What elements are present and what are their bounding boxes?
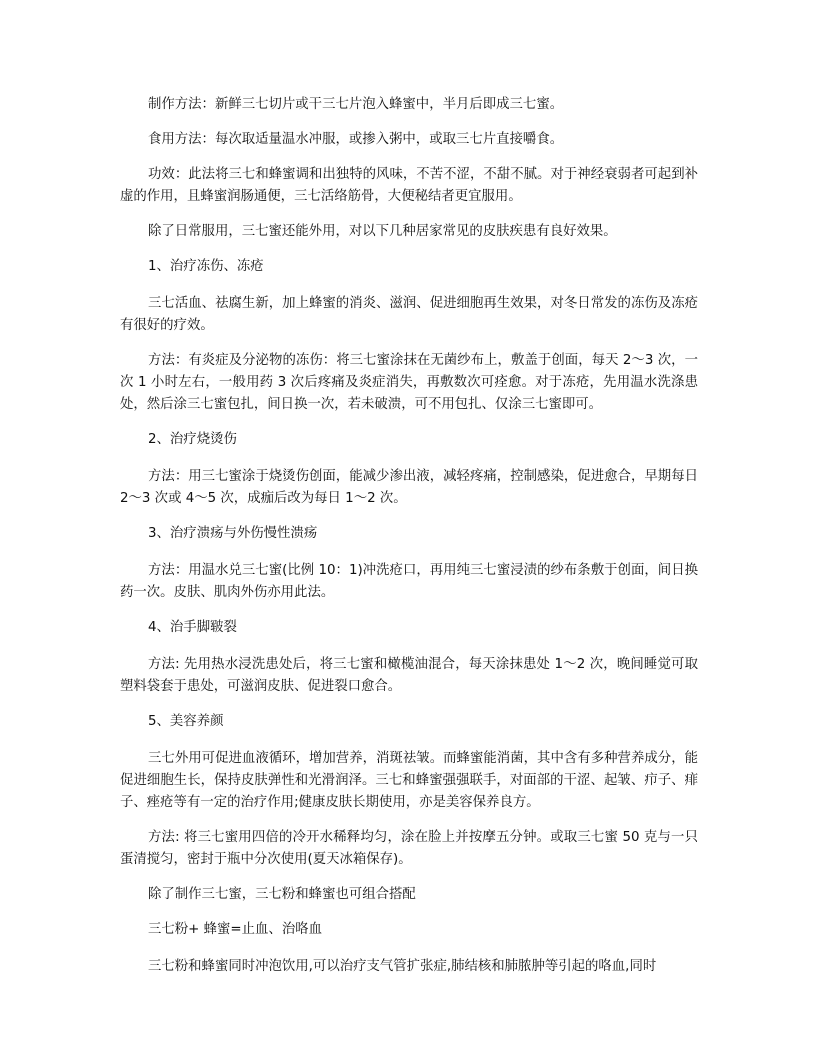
section-heading-ulcers: 3、治疗溃疡与外伤慢性溃疡 xyxy=(148,526,318,541)
paragraph-efficacy: 功效：此法将三七和蜂蜜调和出独特的风味，不苦不涩，不甜不腻。对于神经衰弱者可起到补虚的作用，且蜂蜜润肠通便，三七活络筋骨，大便秘结者更宜服用。 xyxy=(120,167,698,204)
section-heading-chapped-skin: 4、治手脚皲裂 xyxy=(148,620,237,635)
paragraph-preparation-method: 制作方法：新鲜三七切片或干三七片泡入蜂蜜中，半月后即成三七蜜。 xyxy=(148,97,564,112)
paragraph-frostbite-effect: 三七活血、祛腐生新，加上蜂蜜的消炎、滋润、促进细胞再生效果，对冬日常发的冻伤及冻疮有很好的疗效。 xyxy=(120,296,698,333)
paragraph-beauty-effect: 三七外用可促进血液循环，增加营养，消斑祛皱。而蜂蜜能消菌，其中含有多种营养成分，能促进细胞生长，保持皮肤弹性和光滑润泽。三七和蜂蜜强强联手，对面部的干涩、起皱、疖子、痱子、痤疮等有一定的治疗作用;健康皮肤长期使用，亦是美容保养良方。 xyxy=(120,751,698,810)
paragraph-beauty-method: 方法: 将三七蜜用四倍的冷开水稀释均匀，涂在脸上并按摩五分钟。或取三七蜜 50 克与一只蛋清搅匀，密封于瓶中分次使用(夏天冰箱保存)。 xyxy=(120,830,698,867)
paragraph-hemostasis-description: 三七粉和蜂蜜同时冲泡饮用,可以治疗支气管扩张症,肺结核和肺脓肿等引起的咯血,同时 xyxy=(148,959,657,974)
paragraph-ulcers-method: 方法：用温水兑三七蜜(比例 10：1)冲洗疮口，再用纯三七蜜浸渍的纱布条敷于创面，间日换药一次。皮肤、肌肉外伤亦用此法。 xyxy=(120,563,698,600)
paragraph-external-use-intro: 除了日常服用，三七蜜还能外用，对以下几种居家常见的皮肤疾患有良好效果。 xyxy=(148,224,617,239)
section-heading-beauty: 5、美容养颜 xyxy=(148,714,224,729)
section-heading-hemostasis: 三七粉+ 蜂蜜=止血、治咯血 xyxy=(148,922,322,937)
paragraph-burns-method: 方法：用三七蜜涂于烧烫伤创面，能减少渗出液，减轻疼痛，控制感染，促进愈合，早期每日 2～3 次或 4～5 次，成痂后改为每日 1～2 次。 xyxy=(120,469,698,506)
section-heading-frostbite: 1、治疗冻伤、冻疮 xyxy=(148,259,264,274)
paragraph-combination-intro: 除了制作三七蜜，三七粉和蜂蜜也可组合搭配 xyxy=(148,887,416,902)
paragraph-consumption-method: 食用方法：每次取适量温水冲服，或掺入粥中，或取三七片直接嚼食。 xyxy=(148,132,564,147)
paragraph-frostbite-method: 方法：有炎症及分泌物的冻伤：将三七蜜涂抹在无菌纱布上，敷盖于创面，每天 2～3 次，一次 1 小时左右，一般用药 3 次后疼痛及炎症消失，再敷数次可痊愈。对于冻疮，先用温水洗涤患处，然后涂三七蜜包扎，间日换一次，若未破溃，可不用包扎、仅涂三七蜜即可。 xyxy=(120,353,698,412)
section-heading-burns: 2、治疗烧烫伤 xyxy=(148,432,237,447)
paragraph-chapped-skin-method: 方法: 先用热水浸洗患处后，将三七蜜和橄榄油混合，每天涂抹患处 1～2 次，晚间睡觉可取塑料袋套于患处，可滋润皮肤、促进裂口愈合。 xyxy=(120,657,698,694)
document-page xyxy=(120,94,698,978)
